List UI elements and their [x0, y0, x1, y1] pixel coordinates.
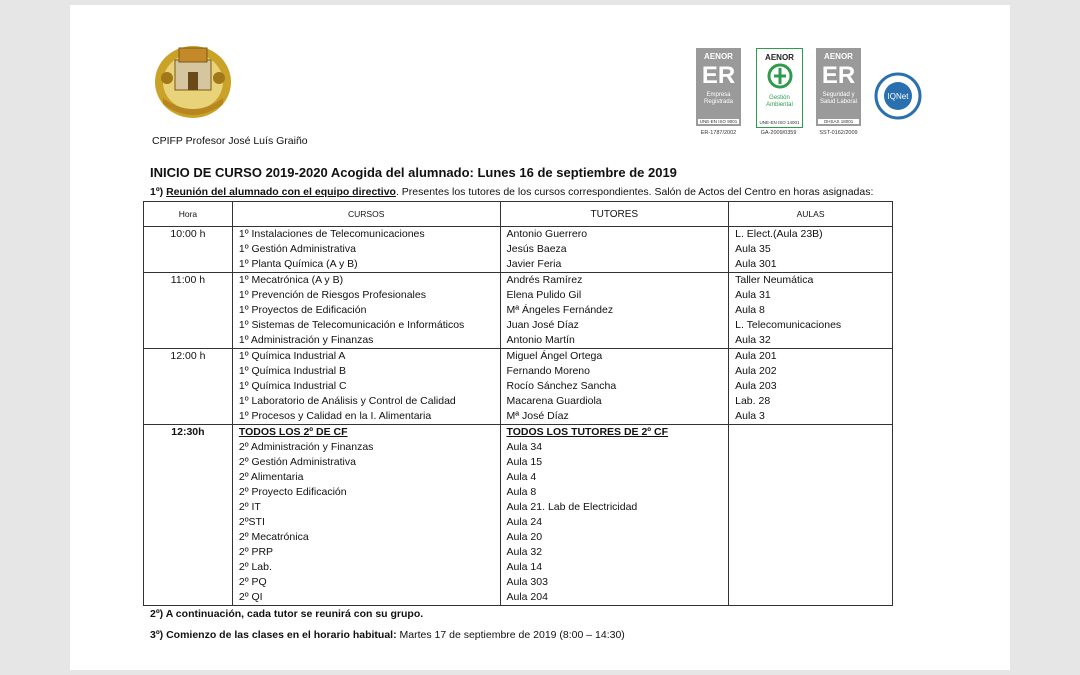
- tutor-cell: Aula 4: [500, 470, 729, 485]
- hora-cell: [144, 500, 233, 515]
- table-row: [144, 333, 893, 349]
- cert-label: Empresa Registrada: [703, 92, 733, 105]
- curso-cell: 1º Química Industrial B: [232, 364, 500, 379]
- curso-cell: 2º Proyecto Edificación: [232, 485, 500, 500]
- table-row: [144, 530, 893, 545]
- table-row: [144, 288, 893, 303]
- table-row: [144, 349, 893, 365]
- aula-cell: [729, 590, 893, 606]
- aula-cell: Aula 203: [729, 379, 893, 394]
- curso-cell: 1º Instalaciones de Telecomunicaciones: [232, 227, 500, 243]
- cert-label: Seguridad y Salud Laboral: [819, 92, 858, 105]
- table-row: [144, 440, 893, 455]
- table-row: [144, 515, 893, 530]
- curso-cell: 2º Lab.: [232, 560, 500, 575]
- aula-cell: L. Telecomunicaciones: [729, 318, 893, 333]
- hora-cell: 12:00 h: [144, 349, 233, 365]
- hora-cell: 12:30h: [144, 425, 233, 441]
- cert-code: ER-1787/2002: [700, 130, 737, 136]
- curso-cell: 2ºSTI: [232, 515, 500, 530]
- aula-cell: Aula 31: [729, 288, 893, 303]
- school-name: CPIFP Profesor José Luís Graiño: [152, 135, 308, 147]
- document-page: [70, 5, 1010, 670]
- tutor-cell: Antonio Guerrero: [500, 227, 729, 243]
- curso-cell: 1º Proyectos de Edificación: [232, 303, 500, 318]
- tutor-cell: Aula 24: [500, 515, 729, 530]
- point-3-bold: 3º) Comienzo de las clases en el horario habitual:: [150, 629, 397, 641]
- aula-cell: [729, 470, 893, 485]
- table-row: [144, 318, 893, 333]
- cert-org: AENOR: [824, 52, 853, 61]
- hora-cell: [144, 394, 233, 409]
- hora-cell: [144, 379, 233, 394]
- table-row: [144, 303, 893, 318]
- curso-cell: 1º Laboratorio de Análisis y Control de Calidad: [232, 394, 500, 409]
- aula-cell: L. Elect.(Aula 23B): [729, 227, 893, 243]
- aenor-sst-badge: [816, 48, 861, 126]
- cert-norm: UNE-EN ISO 14001: [759, 120, 800, 125]
- curso-cell: 2º PQ: [232, 575, 500, 590]
- tutor-cell: Jesús Baeza: [500, 242, 729, 257]
- header-aulas: AULAS: [729, 202, 893, 227]
- point-3-rest: Martes 17 de septiembre de 2019 (8:00 – 14:30): [396, 629, 625, 641]
- tutor-cell: Aula 8: [500, 485, 729, 500]
- curso-cell: 1º Química Industrial A: [232, 349, 500, 365]
- point-1-underlined: Reunión del alumnado con el equipo directivo: [166, 186, 396, 198]
- tutor-cell: Aula 21. Lab de Electricidad: [500, 500, 729, 515]
- curso-cell: 2º Mecatrónica: [232, 530, 500, 545]
- page-title: INICIO DE CURSO 2019-2020 Acogida del alumnado: Lunes 16 de septiembre de 2019: [150, 165, 677, 180]
- hora-cell: [144, 485, 233, 500]
- aula-cell: [729, 575, 893, 590]
- hora-cell: [144, 560, 233, 575]
- table-row: [144, 242, 893, 257]
- cert-org: AENOR: [765, 53, 794, 62]
- aula-cell: Taller Neumática: [729, 273, 893, 289]
- table-row: [144, 545, 893, 560]
- aula-cell: Aula 201: [729, 349, 893, 365]
- aula-cell: Aula 3: [729, 409, 893, 425]
- schedule-body: [144, 227, 893, 606]
- hora-cell: [144, 257, 233, 273]
- cert-code: GA-2009/0359: [760, 130, 797, 136]
- curso-cell: 1º Sistemas de Telecomunicación e Informáticos: [232, 318, 500, 333]
- table-row: [144, 575, 893, 590]
- curso-cell: 1º Planta Química (A y B): [232, 257, 500, 273]
- point-1: [150, 186, 873, 198]
- hora-cell: [144, 575, 233, 590]
- hora-cell: [144, 515, 233, 530]
- hora-cell: [144, 545, 233, 560]
- hora-cell: [144, 333, 233, 349]
- table-row: [144, 470, 893, 485]
- tutor-cell: Miguel Ángel Ortega: [500, 349, 729, 365]
- table-row: [144, 590, 893, 606]
- hora-cell: [144, 242, 233, 257]
- cert-label: Gestión Ambiental: [766, 95, 793, 108]
- table-row: [144, 364, 893, 379]
- point-2: 2º) A continuación, cada tutor se reunirá con su grupo.: [150, 608, 424, 620]
- aula-cell: Aula 202: [729, 364, 893, 379]
- table-row: [144, 455, 893, 470]
- iqnet-label: IQNet: [887, 92, 909, 101]
- certification-badges: [696, 48, 936, 148]
- curso-cell: TODOS LOS 2º DE CF: [232, 425, 500, 441]
- point-1-rest: . Presentes los tutores de los cursos correspondientes. Salón de Actos del Centro en horas asignadas:: [395, 186, 874, 198]
- table-row: [144, 257, 893, 273]
- school-crest-logo: [153, 38, 233, 120]
- hora-cell: [144, 590, 233, 606]
- cert-norm: OHSAS 18001: [818, 119, 859, 124]
- curso-cell: 2º PRP: [232, 545, 500, 560]
- aenor-ga-badge: [756, 48, 803, 128]
- curso-cell: 2º Gestión Administrativa: [232, 455, 500, 470]
- curso-cell: 2º Administración y Finanzas: [232, 440, 500, 455]
- cert-mark: ER: [701, 62, 736, 89]
- tutor-cell: Juan José Díaz: [500, 318, 729, 333]
- aula-cell: Aula 8: [729, 303, 893, 318]
- aula-cell: [729, 500, 893, 515]
- header-hora: Hora: [144, 202, 233, 227]
- curso-cell: 2º QI: [232, 590, 500, 606]
- tutor-cell: Macarena Guardiola: [500, 394, 729, 409]
- tutor-cell: Elena Pulido Gil: [500, 288, 729, 303]
- tutor-cell: Aula 204: [500, 590, 729, 606]
- hora-cell: [144, 470, 233, 485]
- aula-cell: Lab. 28: [729, 394, 893, 409]
- table-row: [144, 485, 893, 500]
- aula-cell: [729, 485, 893, 500]
- hora-cell: 10:00 h: [144, 227, 233, 243]
- table-row: [144, 425, 893, 441]
- aula-cell: [729, 425, 893, 441]
- cert-norm: UNE-EN ISO 9001: [699, 119, 738, 124]
- point-3: [150, 629, 625, 641]
- curso-cell: 2º IT: [232, 500, 500, 515]
- curso-cell: 1º Procesos y Calidad en la I. Alimentaria: [232, 409, 500, 425]
- table-row: [144, 273, 893, 289]
- aula-cell: [729, 560, 893, 575]
- tutor-cell: Fernando Moreno: [500, 364, 729, 379]
- hora-cell: [144, 440, 233, 455]
- table-row: [144, 227, 893, 243]
- curso-cell: 1º Química Industrial C: [232, 379, 500, 394]
- hora-cell: [144, 530, 233, 545]
- hora-cell: [144, 364, 233, 379]
- aula-cell: [729, 530, 893, 545]
- tutor-cell: Javier Feria: [500, 257, 729, 273]
- tutor-cell: Aula 32: [500, 545, 729, 560]
- curso-cell: 2º Alimentaria: [232, 470, 500, 485]
- tutor-cell: Andrés Ramírez: [500, 273, 729, 289]
- aula-cell: [729, 440, 893, 455]
- aula-cell: [729, 545, 893, 560]
- aula-cell: Aula 32: [729, 333, 893, 349]
- header-cursos: CURSOS: [232, 202, 500, 227]
- aula-cell: [729, 455, 893, 470]
- tutor-cell: Mª Ángeles Fernández: [500, 303, 729, 318]
- curso-cell: 1º Administración y Finanzas: [232, 333, 500, 349]
- tutor-cell: Aula 14: [500, 560, 729, 575]
- table-row: [144, 560, 893, 575]
- curso-cell: 1º Mecatrónica (A y B): [232, 273, 500, 289]
- aula-cell: Aula 35: [729, 242, 893, 257]
- hora-cell: [144, 288, 233, 303]
- aula-cell: Aula 301: [729, 257, 893, 273]
- hora-cell: [144, 303, 233, 318]
- aula-cell: [729, 515, 893, 530]
- tutor-cell: Antonio Martín: [500, 333, 729, 349]
- hora-cell: [144, 409, 233, 425]
- tutor-cell: Mª José Díaz: [500, 409, 729, 425]
- table-row: [144, 394, 893, 409]
- table-row: [144, 379, 893, 394]
- cert-mark: ER: [821, 62, 856, 89]
- table-row: [144, 409, 893, 425]
- curso-cell: 1º Prevención de Riesgos Profesionales: [232, 288, 500, 303]
- tutor-cell: Aula 34: [500, 440, 729, 455]
- tutor-cell: Aula 15: [500, 455, 729, 470]
- tutor-cell: Aula 303: [500, 575, 729, 590]
- iqnet-logo: [874, 72, 922, 120]
- cert-org: AENOR: [704, 52, 733, 61]
- table-row: [144, 500, 893, 515]
- schedule-table: [143, 201, 893, 606]
- hora-cell: [144, 318, 233, 333]
- tutor-cell: TODOS LOS TUTORES DE 2º CF: [500, 425, 729, 441]
- header-tutores: TUTORES: [500, 202, 729, 227]
- curso-cell: 1º Gestión Administrativa: [232, 242, 500, 257]
- hora-cell: [144, 455, 233, 470]
- tutor-cell: Aula 20: [500, 530, 729, 545]
- aenor-er-badge: [696, 48, 741, 126]
- gestion-ambiental-icon: [765, 62, 795, 90]
- cert-code: SST-0162/2009: [819, 130, 858, 136]
- table-header-row: [144, 202, 893, 227]
- tutor-cell: Rocío Sánchez Sancha: [500, 379, 729, 394]
- point-1-prefix: 1º): [150, 186, 167, 198]
- hora-cell: 11:00 h: [144, 273, 233, 289]
